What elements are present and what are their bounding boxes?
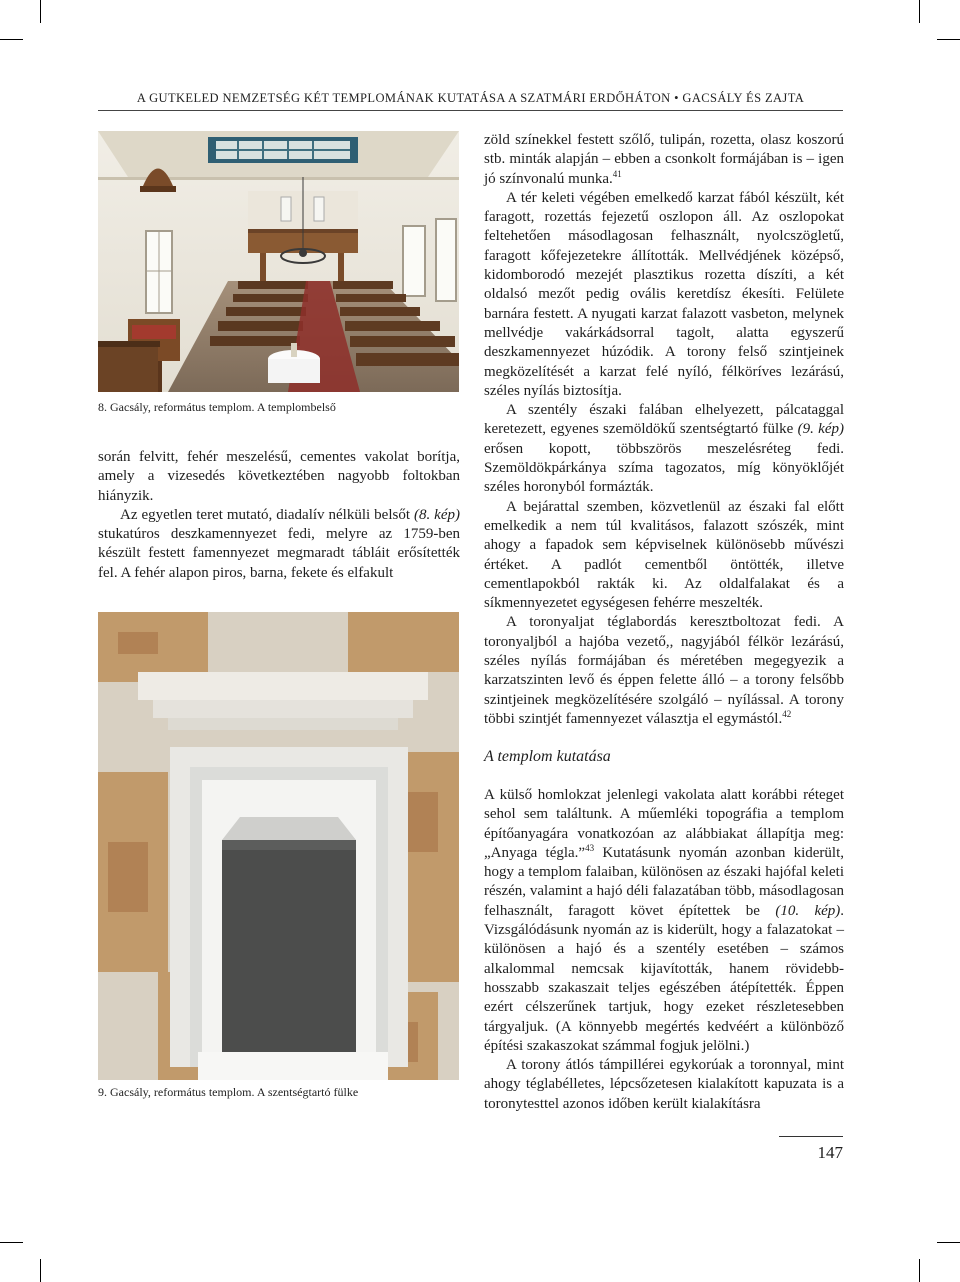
crop-mark — [0, 1242, 23, 1243]
text-run: Kutatásunk nyomán azonban kiderült, hogy a templom falaiban, különösen az északi hajófal keleti részén, valamint a hajó déli falazatában több, másodlagosan felhasznált, faragott követ építettek be — [484, 844, 844, 919]
paragraph — [484, 401, 844, 497]
paragraph — [484, 131, 844, 189]
figure-reference: (10. kép) — [775, 902, 841, 919]
figure-reference: (8. kép) — [413, 506, 460, 523]
paragraph — [484, 613, 844, 729]
text-run: A toronyaljat téglabordás keresztboltozat fedi. A toronyaljból a hajóba vezető,, nagyjából félkör lezárású, széles nyílás formájában és méretében megegyezik a karzatszinten levő és éppen felette álló – a torony felsőbb szintjeinek megközelítésére szolgáló – nyílással. A torony többi szintjét famennyezet választja el egymástól. — [484, 614, 844, 727]
figure-9-caption: 9. Gacsály, református templom. A szentségtartó fülke — [98, 1085, 359, 1099]
text-run: stukatúros deszkamennyezet fedi, melyre az 1759-ben készült festett famennyezet megmaradt tábláit erősítették fel. A fehér alapon piros, barna, fekete és elfakult — [98, 526, 460, 581]
running-head: A GUTKELED NEMZETSÉG KÉT TEMPLOMÁNAK KUTATÁSA A SZATMÁRI ERDŐHÁTON • GACSÁLY ÉS ZAJTA — [136, 91, 805, 105]
footnote-ref: 41 — [612, 168, 622, 179]
text-run: A külső homlokzat jelenlegi vakolata alatt korábbi réteget sehol sem találtunk. A műemléki topográfia a templom építőanyagára vonatkozóan az alábbiakat állapítja meg: „Anyaga tégla.” — [484, 787, 844, 861]
paragraph: A bejárattal szemben, közvetlenül az északi fal előtt emelkedik a nem túl kvalitásos, falazott szószék, mint ahogy a fapadok sem képviselnek különösebb művészi értéket. A padlót cementből öntötték, illetve cementlapokból rakták ki. Az oldalfalakat és a síkmennyezetet egységesen fehérre meszelték. — [484, 498, 844, 612]
paragraph: során felvitt, fehér meszelésű, cementes vakolat borítja, amely a vizesedés következtében nagyobb foltokban hiányzik. — [98, 449, 460, 504]
church-interior-photo — [98, 131, 459, 392]
text-run: Az egyetlen teret mutató, diadalív nélküli belsőt — [120, 506, 414, 523]
text-run: zöld színekkel festett szőlő, tulipán, rozetta, olasz koszorú stb. minták alapján – ebben a csonkolt formájában is – igen jó színvonalú munka. — [484, 132, 844, 187]
figure-reference: (9. kép) — [797, 421, 844, 438]
crop-mark — [40, 1259, 41, 1282]
section-heading: A templom kutatása — [484, 748, 611, 765]
text-run: A szentély északi falában elhelyezett, pálcataggal keretezett, egyenes szemöldökű szentségtartó fülke — [484, 402, 844, 438]
paragraph: A tér keleti végében emelkedő karzat fából készült, két faragott, rozettás fejezetű oszlopon áll. Az oszlopokat feltehetően másodlagosan felhasznált, nyolcszögletű, faragott kőfejezetekre állították. Mellvédjének középső, kidomborodó mezejét plasztikus rozetta díszíti, a két oldalsó mezőt pedig ovális keretdísz ékesíti. Felülete barnára festett. A nyugati karzat falazott vasbeton, melynek mellvédje vakárkádsorral tagolt, alatta egyszerű deszkamennyezet húzódik. A torony felső szintjeinek megközelítését a karzat felé nyíló, félköríves lezárású, széles nyílás biztosítja. — [484, 189, 844, 399]
header-rule — [98, 110, 843, 111]
sacrament-niche-photo — [98, 612, 459, 1080]
folio-rule — [779, 1136, 843, 1137]
crop-mark — [0, 39, 23, 40]
paragraph — [98, 506, 460, 583]
footnote-ref: 43 — [585, 842, 595, 853]
paragraph — [484, 786, 844, 1056]
crop-mark — [919, 1259, 920, 1282]
footnote-ref: 42 — [782, 708, 792, 719]
crop-mark — [937, 39, 960, 40]
page-number: 147 — [817, 1143, 843, 1162]
paragraph: A torony átlós támpillérei egykorúak a toronnyal, mint ahogy téglabélletes, lépcsőzetesen kialakított kapuzata is a toronytesttel azonos időben került kialakításra — [484, 1057, 844, 1112]
text-run: . Vizsgálódásunk nyomán az is kiderült, hogy a falazatokat – különösen a hajó és a szentély esetében – számos alkalommal nemcsak kijavították, hanem rövidebb-hosszabb szakaszait teljes egészében átépítették. Éppen ezért célszerűnek tartjuk, hogy ezeket részletesebben tárgyaljuk. (A könnyebb megértés kedvéért a különböző építési szakaszokat számmal fogjuk jelölni.) — [484, 902, 845, 1054]
crop-mark — [937, 1242, 960, 1243]
text-run: erősen kopott, többszörös meszelésréteg fedi. Szemöldökpárkánya szíma tagozatos, míg könyöklőjét széles horonyból formázták. — [484, 440, 844, 496]
crop-mark — [40, 0, 41, 23]
crop-mark — [919, 0, 920, 23]
figure-8-caption: 8. Gacsály, református templom. A templombelső — [98, 400, 336, 414]
